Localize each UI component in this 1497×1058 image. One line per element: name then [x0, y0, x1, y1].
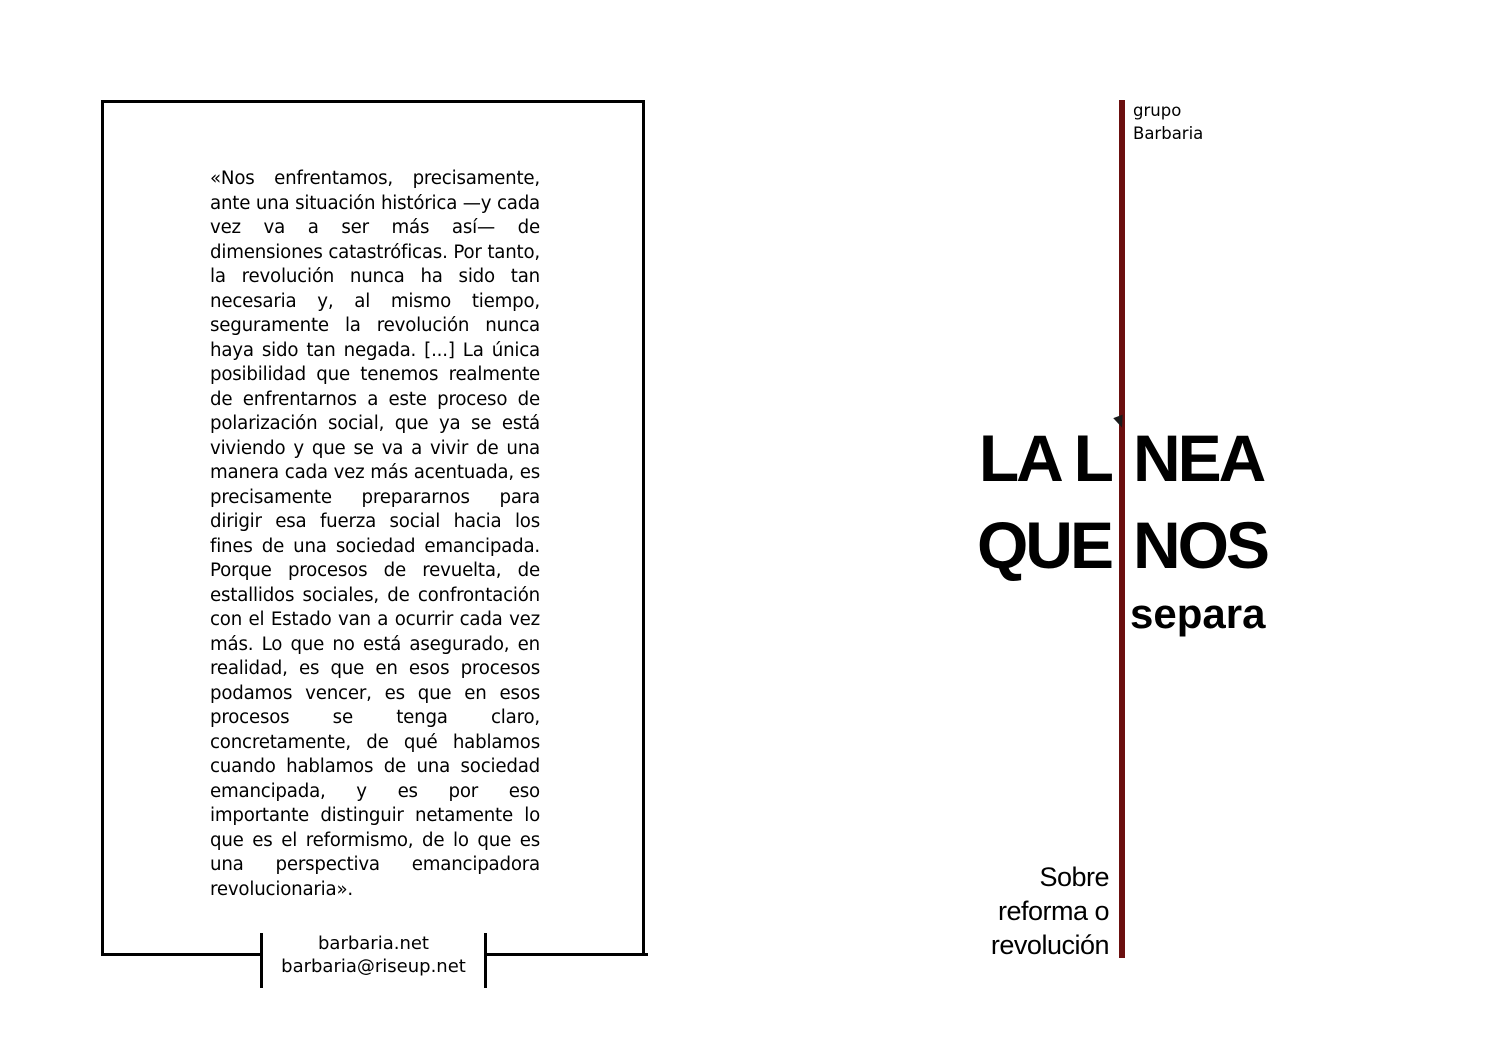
email-link[interactable]: barbaria@riseup.net [281, 956, 466, 977]
author [1133, 99, 1203, 145]
title-left-2: QUE [976, 508, 1111, 582]
author-line-1: grupo [1133, 101, 1182, 120]
vertical-red-line [1119, 100, 1125, 958]
back-cover-quote: «Nos enfrentamos, precisamente, ante una situación histórica —y cada vez va a ser más así— de dimensiones catastróficas. Por tanto, la revolución nunca ha sido tan necesaria y, al mismo tiempo, seguramente la revolución nunca haya sido tan negada. [...] La única posibilidad que tenemos realmente de enfrentarnos a este proceso de polarización social, que ya se está viviendo y que se va a vivir de una manera cada vez más acentuada, es precisamente prepararnos para dirigir esa fuerza social hacia los fines de una sociedad emancipada. Porque procesos de revuelta, de estallidos sociales, de confrontación con el Estado van a ocurrir cada vez más. Lo que no está asegurado, en realidad, es que en esos procesos podamos vencer, es que en esos procesos se tenga claro, concretamente, de qué hablamos cuando hablamos de una sociedad emancipada, y es por eso importante distinguir netamente lo que es el reformismo, de lo que es una perspectiva emancipadora revolucionaria». [210, 168, 540, 900]
frame-bottom-left-segment [101, 953, 263, 956]
title-left-1: LA L [978, 421, 1111, 495]
title-sub: separa [1130, 590, 1266, 637]
website-link[interactable]: barbaria.net [317, 933, 429, 954]
title-right-2: NOS [1133, 508, 1268, 582]
contact-right-tick [484, 933, 487, 988]
contact-block [263, 932, 484, 978]
author-line-2: Barbaria [1133, 124, 1204, 143]
title-right-1: NEA [1133, 421, 1264, 495]
subtitle-line-2: reforma o [997, 896, 1109, 926]
subtitle-line-1: Sobre [1039, 862, 1109, 892]
subtitle [909, 860, 1109, 962]
subtitle-line-3: revolución [990, 930, 1109, 960]
frame-bottom-right-segment [486, 953, 648, 956]
